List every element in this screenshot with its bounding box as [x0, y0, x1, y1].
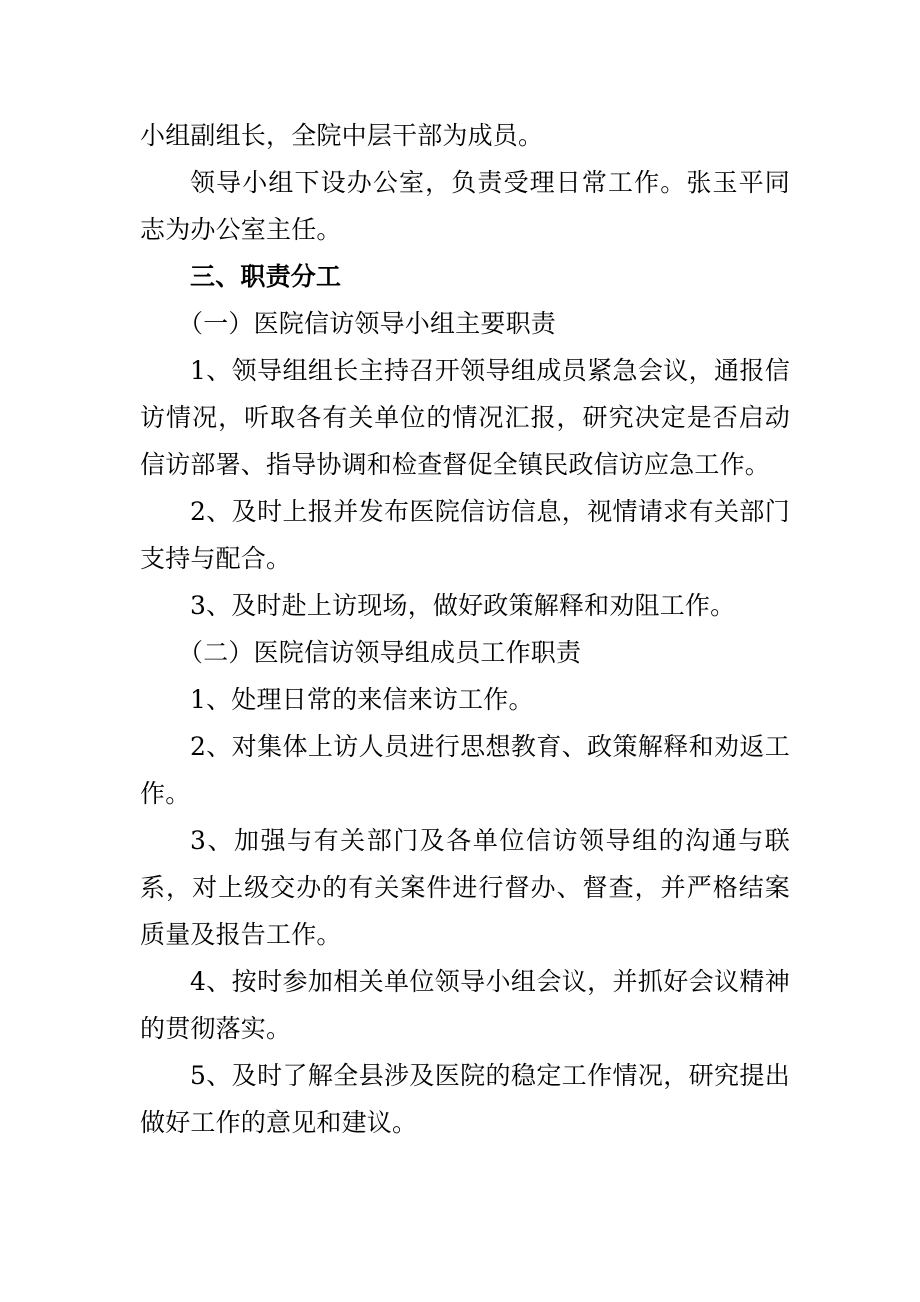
paragraph-continuation: 小组副组长，全院中层干部为成员。 [140, 121, 544, 150]
subsection-heading-leading-group: （一）医院信访领导小组主要职责 [178, 309, 557, 338]
list-item-5: 5、及时了解全县涉及医院的稳定工作情况，研究提出做好工作的意见和建议。 [140, 1061, 790, 1137]
document-body [140, 112, 790, 1146]
list-item-2: 2、对集体上访人员进行思想教育、政策解释和劝返工作。 [140, 732, 790, 808]
list-item-3: 3、及时赴上访现场，做好政策解释和劝阻工作。 [190, 591, 736, 620]
section-heading-duties: 三、职责分工 [190, 262, 342, 291]
list-item-1: 1、处理日常的来信来访工作。 [190, 685, 534, 714]
subsection-heading-members: （二）医院信访领导组成员工作职责 [178, 638, 582, 667]
list-item-3: 3、加强与有关部门及各单位信访领导组的沟通与联系，对上级交办的有关案件进行督办、督查，并严格结案质量及报告工作。 [140, 826, 790, 949]
list-item-2: 2、及时上报并发布医院信访信息，视情请求有关部门支持与配合。 [140, 497, 790, 573]
list-item-4: 4、按时参加相关单位领导小组会议，并抓好会议精神的贯彻落实。 [140, 967, 790, 1043]
paragraph-office-setup: 领导小组下设办公室，负责受理日常工作。张玉平同志为办公室主任。 [140, 168, 790, 244]
list-item-1: 1、领导组组长主持召开领导组成员紧急会议，通报信访情况，听取各有关单位的情况汇报，研究决定是否启动信访部署、指导协调和检查督促全镇民政信访应急工作。 [140, 356, 790, 479]
